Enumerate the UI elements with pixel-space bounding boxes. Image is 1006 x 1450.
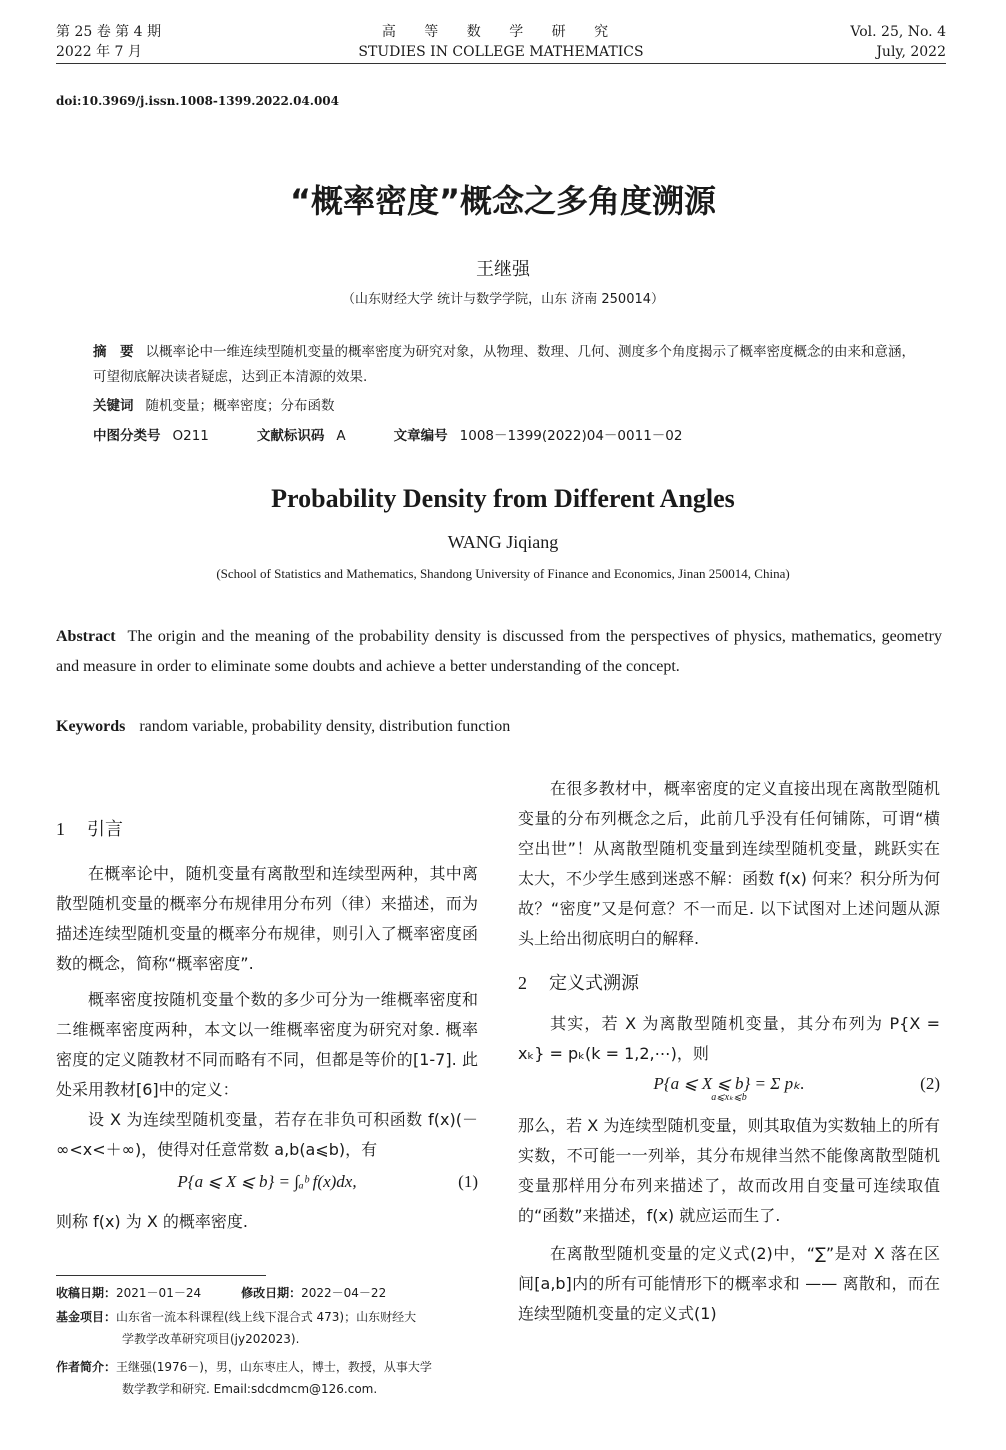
abstract-cn (93, 340, 923, 390)
paragraph: 则称 f(x) 为 X 的概率密度. (56, 1212, 248, 1231)
equation-2-body: P{a ⩽ X ⩽ b} = Σ pₖ. (653, 1074, 805, 1093)
doc-code-label: 文献标识码 (256, 428, 325, 444)
abstract-en-label: Abstract (56, 628, 116, 645)
section-1-heading (56, 814, 478, 845)
bio-text-cont: 数学教学和研究. Email:sdcdmcm@126.com. (122, 1382, 378, 1396)
footnote-funding (56, 1306, 480, 1350)
abstract-cn-text: 以概率论中一维连续型随机变量的概率密度为研究对象，从物理、数理、几何、测度多个角度揭示了概率密度概念的由来和意涵，可望彻底解决读者疑虑，达到正本清源的效果. (93, 344, 915, 385)
paragraph: 那么，若 X 为连续型随机变量，则其取值为实数轴上的所有实数，不可能一一列举，其分布规律当然不能像离散型随机变量那样用分布列来描述了，故而改用自变量可连续取值的“函数”来描述，f(x) 就应运而生了. (518, 1116, 940, 1225)
keywords-cn-label: 关键词 (93, 398, 134, 414)
issue-date-en: July, 2022 (876, 44, 946, 60)
clc-label: 中图分类号 (93, 428, 161, 444)
paragraph: 设 X 为连续型随机变量，若存在非负可积函数 f(x)(－∞<x<＋∞)，使得对任意常数 a,b(a⩽b)，有 (56, 1110, 478, 1159)
paragraph: 在离散型随机变量的定义式(2)中，“∑”是对 X 落在区间[a,b]内的所有可能情形下的概率求和 —— 离散和，而在连续型随机变量的定义式(1) (518, 1244, 940, 1323)
section-1-title: 引言 (87, 819, 123, 840)
bio-label: 作者简介： (56, 1360, 117, 1374)
section-1-number: 1 (56, 819, 65, 839)
issue-info-en (850, 22, 946, 62)
keywords-en-text: random variable, probability density, distribution function (139, 718, 511, 735)
paragraph: 在概率论中，随机变量有离散型和连续型两种，其中离散型随机变量的概率分布规律用分布列（律）来描述，而为描述连续型随机变量的概率分布规律，则引入了概率密度函数的概念，简称“概率密度”. (56, 864, 478, 973)
volume-issue: 第 25 卷 第 4 期 (56, 24, 161, 40)
equation-1-number: (1) (458, 1172, 478, 1191)
paper-title-en: Probability Density from Different Angles (271, 484, 735, 513)
received-date: 2021－01－24 (116, 1286, 202, 1300)
doi: doi:10.3969/j.issn.1008-1399.2022.04.004 (56, 94, 339, 108)
running-header (56, 22, 946, 64)
article-number-value: 1008－1399(2022)04－0011－02 (459, 428, 683, 444)
funding-label: 基金项目： (56, 1310, 117, 1324)
paper-title-cn: “概率密度”概念之多角度溯源 (289, 182, 717, 220)
keywords-en-label: Keywords (56, 718, 126, 735)
keywords-cn-text: 随机变量；概率密度；分布函数 (145, 398, 335, 414)
abstract-en-text: The origin and the meaning of the probability density is discussed from the perspectives of physics, mathematics, geometry and measure in order to eliminate some doubts and achieve a better understanding of the concept. (56, 628, 942, 675)
doc-code-value: A (336, 428, 346, 444)
footnote-dates (56, 1282, 480, 1304)
journal-name-en: STUDIES IN COLLEGE MATHEMATICS (358, 44, 644, 60)
clc-value: O211 (172, 428, 209, 444)
affiliation-en: (School of Statistics and Mathematics, Shandong University of Finance and Economics, Jinan 250014, China) (216, 566, 790, 581)
issue-date: 2022 年 7 月 (56, 44, 142, 60)
equation-1-body: P{a ⩽ X ⩽ b} = ∫ₐᵇ f(x)dx, (177, 1172, 357, 1191)
article-number-label: 文章编号 (393, 428, 448, 444)
equation-2-number: (2) (920, 1074, 940, 1093)
equation-1 (56, 1167, 478, 1203)
footnote-author-bio (56, 1356, 480, 1400)
equation-2-subscript: a⩽xₖ⩽b (711, 1092, 747, 1103)
volume-issue-en: Vol. 25, No. 4 (850, 24, 946, 40)
classification (93, 424, 923, 449)
author-cn: 王继强 (476, 259, 530, 280)
paragraph: 在很多教材中，概率密度的定义直接出现在离散型随机变量的分布列概念之后，此前几乎没有任何铺陈，可谓“横空出世”！从离散型随机变量到连续型随机变量，跳跃实在太大，不少学生感到迷惑不解：函数 f(x) 何来？积分所为何故？“密度”又是何意？不一而足. 以下试图对上述问题从源头上给出彻底明白的解释. (518, 779, 940, 948)
revised-label: 修改日期： (241, 1286, 302, 1300)
journal-name-cn: 高 等 数 学 研 究 (381, 24, 621, 40)
funding-text: 山东省一流本科课程(线上线下混合式 473)；山东财经大 (116, 1310, 417, 1324)
abstract-en (56, 622, 942, 682)
keywords-en (56, 712, 942, 742)
equation-2 (518, 1069, 940, 1111)
affiliation-cn: （山东财经大学 统计与数学学院，山东 济南 250014） (341, 292, 665, 307)
funding-text-cont: 学教学改革研究项目(jy202023). (122, 1332, 300, 1346)
right-column (518, 774, 940, 1329)
section-2-number: 2 (518, 973, 527, 993)
section-2-heading (518, 968, 940, 999)
author-en: WANG Jiqiang (447, 532, 559, 552)
bio-text: 王继强(1976－)，男，山东枣庄人，博士，教授，从事大学 (116, 1360, 432, 1374)
revised-date: 2022－04－22 (301, 1286, 387, 1300)
received-label: 收稿日期： (56, 1286, 117, 1300)
left-column (56, 814, 478, 1237)
footnote-rule (56, 1275, 266, 1276)
journal-name (56, 22, 946, 62)
keywords-cn (93, 394, 923, 419)
abstract-cn-label: 摘 要 (93, 344, 134, 360)
section-2-title: 定义式溯源 (549, 973, 639, 994)
paragraph: 其实，若 X 为离散型随机变量，其分布列为 P{X = xₖ} = pₖ(k = 1,2,⋯)，则 (518, 1014, 940, 1063)
paragraph: 概率密度按随机变量个数的多少可分为一维概率密度和二维概率密度两种，本文以一维概率密度为研究对象. 概率密度的定义随教材不同而略有不同，但都是等价的[1-7]. 此处采用教材[6]中的定义： (56, 990, 478, 1099)
